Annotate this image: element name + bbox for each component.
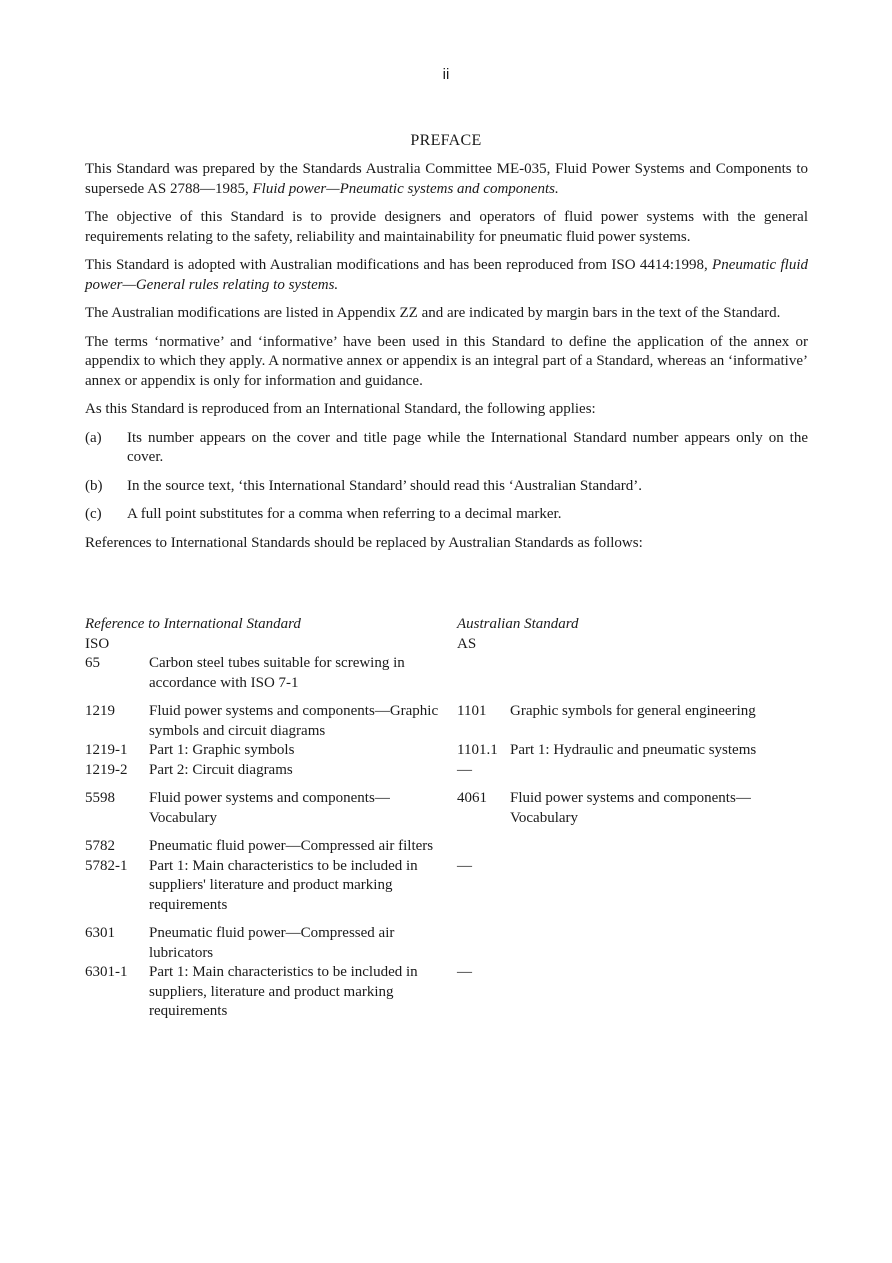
as-title <box>510 924 808 963</box>
as-number <box>457 837 510 857</box>
iso-number: 1219-1 <box>85 742 128 758</box>
iso-number: 1219-2 <box>85 761 128 778</box>
iso-title: Part 1: Graphic symbols <box>149 742 295 758</box>
as-number: 1101 <box>457 703 487 719</box>
iso-number: 6301-1 <box>85 964 128 980</box>
iso-number: 1219 <box>85 703 115 719</box>
table-group <box>85 789 808 828</box>
table-row <box>85 761 808 781</box>
table-row <box>85 837 808 857</box>
iso-number: 6301 <box>85 925 115 941</box>
table-row <box>85 857 808 916</box>
paragraph-text: This Standard is adopted with Australian modifications and has been reproduced from ISO 4414:1998, <box>85 257 713 273</box>
left-subheading: ISO <box>85 635 110 652</box>
as-number: — <box>457 857 472 874</box>
table-header <box>85 615 808 654</box>
as-title <box>510 857 808 916</box>
table-row <box>85 654 808 693</box>
table-group <box>85 702 808 780</box>
table-group <box>85 654 808 693</box>
right-heading: Australian Standard <box>457 616 579 632</box>
as-number: — <box>457 761 472 778</box>
reference-table <box>85 615 808 1031</box>
as-title <box>510 963 808 1022</box>
list-text: Its number appears on the cover and title page while the International Standard number appears only on the cover. <box>127 429 808 465</box>
paragraph-committee <box>85 160 808 199</box>
table-row <box>85 702 808 741</box>
as-title <box>510 761 808 781</box>
table-row <box>85 963 808 1022</box>
paragraph-references: References to International Standards should be replaced by Australian Standards as follows: <box>85 534 643 551</box>
iso-number: 5782-1 <box>85 857 128 874</box>
paragraph-applies: As this Standard is reproduced from an International Standard, the following applies: <box>85 401 596 417</box>
table-group <box>85 837 808 915</box>
left-heading: Reference to International Standard <box>85 616 301 632</box>
preface-body <box>85 160 808 562</box>
iso-title: Fluid power systems and components—Vocabulary <box>149 790 390 826</box>
paragraph-text: This Standard was prepared by the Standards Australia Committee ME-035, Fluid Power Systems and Components to supersede AS 2788—1985, <box>85 161 808 197</box>
as-number: — <box>457 964 472 980</box>
as-number: 4061 <box>457 790 487 806</box>
right-subheading: AS <box>457 635 477 652</box>
iso-title: Carbon steel tubes suitable for screwing in accordance with ISO 7-1 <box>149 655 405 691</box>
list-item <box>85 477 808 497</box>
page-title: PREFACE <box>410 132 482 149</box>
iso-title: Pneumatic fluid power—Compressed air filters <box>149 838 434 854</box>
as-title: Fluid power systems and components—Vocabulary <box>510 790 751 826</box>
iso-title: Pneumatic fluid power—Compressed air lubricators <box>149 925 395 961</box>
list-text: In the source text, ‘this International Standard’ should read this ‘Australian Standard’. <box>127 477 642 494</box>
iso-title: Fluid power systems and components—Graphic symbols and circuit diagrams <box>149 703 439 739</box>
as-title: Graphic symbols for general engineering <box>510 703 756 719</box>
list-label: (a) <box>85 429 102 446</box>
table-row <box>85 789 808 828</box>
table-group <box>85 924 808 1022</box>
as-title <box>510 837 808 857</box>
paragraph-normative: The terms ‘normative’ and ‘informative’ have been used in this Standard to define the application of the annex or appendix to which they apply. A normative annex or appendix is an integral part of a Standard, whereas an ‘informative’ annex or appendix is only for information and guidance. <box>85 333 808 389</box>
paragraph-adoption <box>85 256 808 295</box>
iso-title: Part 2: Circuit diagrams <box>149 761 293 778</box>
as-number <box>457 924 510 963</box>
list-label: (c) <box>85 506 102 522</box>
list-text: A full point substitutes for a comma when referring to a decimal marker. <box>127 506 562 522</box>
list-item <box>85 505 808 525</box>
list-item <box>85 429 808 468</box>
list-label: (b) <box>85 477 103 494</box>
iso-title: Part 1: Main characteristics to be included in suppliers, literature and product marking requirements <box>149 964 418 1019</box>
paragraph-modifications: The Australian modifications are listed in Appendix ZZ and are indicated by margin bars in the text of the Standard. <box>85 305 781 321</box>
page-number: ii <box>442 66 450 83</box>
iso-number: 65 <box>85 655 100 671</box>
as-number: 1101.1 <box>457 742 498 758</box>
paragraph-objective: The objective of this Standard is to provide designers and operators of fluid power systems with the general requirements relating to the safety, reliability and maintainability for pneumatic fluid power systems. <box>85 209 808 245</box>
iso-number: 5598 <box>85 790 115 806</box>
as-number <box>457 654 510 693</box>
table-row <box>85 924 808 963</box>
as-title <box>510 654 808 693</box>
iso-title: Pneumatic fluid power—General rules relating to systems. <box>85 257 808 293</box>
superseded-title: Fluid power—Pneumatic systems and components. <box>252 180 559 197</box>
iso-title: Part 1: Main characteristics to be included in suppliers' literature and product marking requirements <box>149 857 418 913</box>
table-row <box>85 741 808 761</box>
as-title: Part 1: Hydraulic and pneumatic systems <box>510 742 757 758</box>
iso-number: 5782 <box>85 838 115 854</box>
